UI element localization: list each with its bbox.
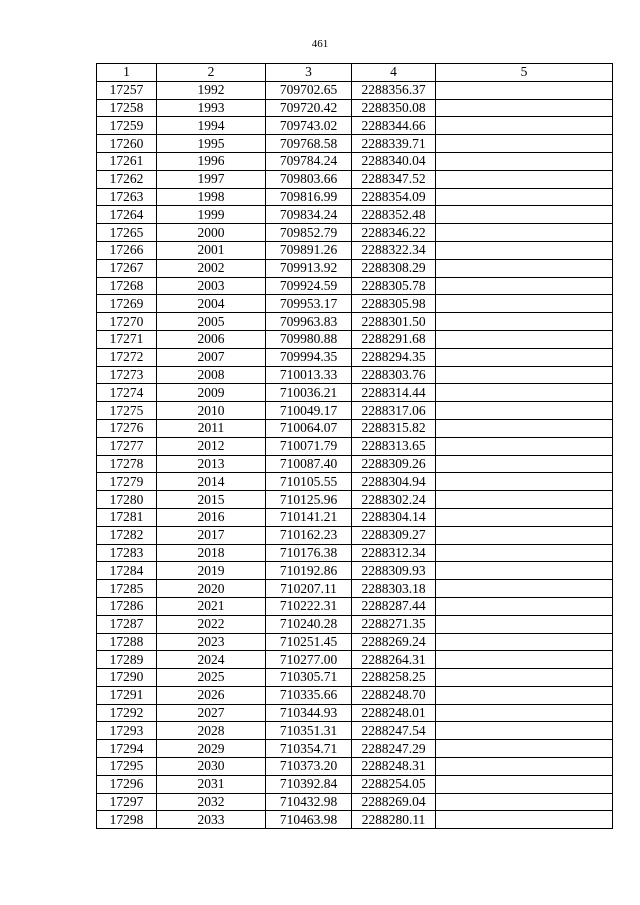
table-cell-col-1: 17266 (97, 241, 157, 259)
table-cell-col-5 (436, 633, 613, 651)
table-cell-col-4: 2288247.54 (352, 722, 436, 740)
table-cell-col-4: 2288269.24 (352, 633, 436, 651)
table-cell-col-5 (436, 224, 613, 242)
table-row (97, 811, 613, 829)
table-cell-col-4: 2288303.76 (352, 366, 436, 384)
table-row (97, 455, 613, 473)
table-cell-col-3: 710277.00 (266, 651, 352, 669)
table-cell-col-2: 2003 (157, 277, 266, 295)
table-cell-col-2: 1999 (157, 206, 266, 224)
table-row (97, 740, 613, 758)
table-row (97, 259, 613, 277)
table-cell-col-1: 17293 (97, 722, 157, 740)
table-cell-col-3: 710049.17 (266, 402, 352, 420)
table-cell-col-1: 17297 (97, 793, 157, 811)
table-row (97, 224, 613, 242)
table-row (97, 722, 613, 740)
table-cell-col-2: 1997 (157, 170, 266, 188)
table-row (97, 758, 613, 776)
table-cell-col-5 (436, 259, 613, 277)
table-cell-col-1: 17263 (97, 188, 157, 206)
table-cell-col-3: 710222.31 (266, 597, 352, 615)
table-cell-col-5 (436, 580, 613, 598)
table-cell-col-2: 2001 (157, 241, 266, 259)
table-cell-col-3: 710036.21 (266, 384, 352, 402)
table-cell-col-4: 2288303.18 (352, 580, 436, 598)
table-cell-col-3: 710392.84 (266, 775, 352, 793)
table-cell-col-1: 17290 (97, 669, 157, 687)
table-cell-col-4: 2288248.70 (352, 686, 436, 704)
table-cell-col-2: 2010 (157, 402, 266, 420)
table-cell-col-1: 17258 (97, 99, 157, 117)
column-header-4: 4 (352, 64, 436, 82)
table-cell-col-5 (436, 473, 613, 491)
column-header-5: 5 (436, 64, 613, 82)
table-cell-col-4: 2288309.26 (352, 455, 436, 473)
table-row (97, 348, 613, 366)
table-row (97, 206, 613, 224)
table-cell-col-1: 17292 (97, 704, 157, 722)
table-cell-col-5 (436, 651, 613, 669)
table-cell-col-3: 709784.24 (266, 152, 352, 170)
table-cell-col-1: 17265 (97, 224, 157, 242)
table-row (97, 473, 613, 491)
table-cell-col-2: 2015 (157, 491, 266, 509)
table-cell-col-4: 2288352.48 (352, 206, 436, 224)
table-row (97, 188, 613, 206)
table-cell-col-2: 2011 (157, 419, 266, 437)
table-cell-col-3: 709980.88 (266, 330, 352, 348)
page-number: 461 (311, 38, 329, 50)
table-row (97, 81, 613, 99)
table-row (97, 562, 613, 580)
table-cell-col-1: 17287 (97, 615, 157, 633)
table-cell-col-5 (436, 722, 613, 740)
table-cell-col-5 (436, 402, 613, 420)
table-cell-col-3: 710141.21 (266, 508, 352, 526)
table-cell-col-3: 709891.26 (266, 241, 352, 259)
table-cell-col-3: 710463.98 (266, 811, 352, 829)
table-cell-col-3: 709924.59 (266, 277, 352, 295)
table-cell-col-1: 17269 (97, 295, 157, 313)
table-cell-col-1: 17259 (97, 117, 157, 135)
table-row (97, 793, 613, 811)
table-cell-col-4: 2288315.82 (352, 419, 436, 437)
table-cell-col-3: 709816.99 (266, 188, 352, 206)
table-cell-col-3: 709803.66 (266, 170, 352, 188)
table-cell-col-5 (436, 277, 613, 295)
table-cell-col-5 (436, 419, 613, 437)
table-row (97, 366, 613, 384)
table-cell-col-4: 2288340.04 (352, 152, 436, 170)
table-cell-col-3: 709834.24 (266, 206, 352, 224)
table-cell-col-4: 2288254.05 (352, 775, 436, 793)
table-cell-col-3: 710087.40 (266, 455, 352, 473)
table-cell-col-2: 2013 (157, 455, 266, 473)
table-row (97, 686, 613, 704)
table-cell-col-4: 2288304.94 (352, 473, 436, 491)
table-cell-col-4: 2288248.01 (352, 704, 436, 722)
table-cell-col-4: 2288322.34 (352, 241, 436, 259)
table-cell-col-4: 2288287.44 (352, 597, 436, 615)
table-cell-col-4: 2288258.25 (352, 669, 436, 687)
table-cell-col-3: 710192.86 (266, 562, 352, 580)
column-header-2: 2 (157, 64, 266, 82)
table-cell-col-5 (436, 562, 613, 580)
table-cell-col-4: 2288314.44 (352, 384, 436, 402)
table-cell-col-2: 2029 (157, 740, 266, 758)
table-cell-col-2: 2022 (157, 615, 266, 633)
table-cell-col-1: 17289 (97, 651, 157, 669)
table-cell-col-2: 2009 (157, 384, 266, 402)
table-cell-col-2: 2000 (157, 224, 266, 242)
table-cell-col-1: 17274 (97, 384, 157, 402)
table-cell-col-2: 2016 (157, 508, 266, 526)
table-cell-col-1: 17275 (97, 402, 157, 420)
table-cell-col-5 (436, 775, 613, 793)
table-cell-col-3: 710162.23 (266, 526, 352, 544)
table-cell-col-4: 2288309.93 (352, 562, 436, 580)
table-cell-col-4: 2288354.09 (352, 188, 436, 206)
table-row (97, 402, 613, 420)
table-cell-col-3: 709852.79 (266, 224, 352, 242)
column-header-1: 1 (97, 64, 157, 82)
table-body (97, 81, 613, 828)
table-cell-col-3: 709720.42 (266, 99, 352, 117)
table-cell-col-5 (436, 526, 613, 544)
table-cell-col-1: 17279 (97, 473, 157, 491)
table-cell-col-3: 710305.71 (266, 669, 352, 687)
table-cell-col-1: 17284 (97, 562, 157, 580)
table-cell-col-2: 2019 (157, 562, 266, 580)
table-cell-col-5 (436, 740, 613, 758)
table-cell-col-3: 709913.92 (266, 259, 352, 277)
table-cell-col-2: 2023 (157, 633, 266, 651)
table-cell-col-5 (436, 348, 613, 366)
table-row (97, 117, 613, 135)
table-row (97, 277, 613, 295)
table-cell-col-4: 2288291.68 (352, 330, 436, 348)
table-cell-col-1: 17282 (97, 526, 157, 544)
table-cell-col-4: 2288344.66 (352, 117, 436, 135)
table-row (97, 384, 613, 402)
table-cell-col-5 (436, 615, 613, 633)
table-cell-col-2: 2012 (157, 437, 266, 455)
table-cell-col-1: 17281 (97, 508, 157, 526)
table-cell-col-1: 17276 (97, 419, 157, 437)
column-header-3: 3 (266, 64, 352, 82)
table-cell-col-2: 2027 (157, 704, 266, 722)
table-row (97, 135, 613, 153)
table-cell-col-4: 2288317.06 (352, 402, 436, 420)
table-cell-col-2: 2007 (157, 348, 266, 366)
table-cell-col-5 (436, 686, 613, 704)
table-cell-col-2: 2024 (157, 651, 266, 669)
table-cell-col-5 (436, 455, 613, 473)
table-cell-col-1: 17270 (97, 313, 157, 331)
table-cell-col-4: 2288313.65 (352, 437, 436, 455)
table-cell-col-2: 2025 (157, 669, 266, 687)
table-cell-col-3: 710351.31 (266, 722, 352, 740)
table-cell-col-2: 2002 (157, 259, 266, 277)
table-cell-col-5 (436, 491, 613, 509)
table-cell-col-1: 17280 (97, 491, 157, 509)
table-cell-col-2: 2030 (157, 758, 266, 776)
table-row (97, 775, 613, 793)
table-cell-col-3: 710207.11 (266, 580, 352, 598)
table-cell-col-1: 17288 (97, 633, 157, 651)
table-cell-col-3: 710251.45 (266, 633, 352, 651)
table-cell-col-3: 710071.79 (266, 437, 352, 455)
table-cell-col-3: 710344.93 (266, 704, 352, 722)
table-cell-col-4: 2288247.29 (352, 740, 436, 758)
table-row (97, 580, 613, 598)
table-cell-col-2: 1992 (157, 81, 266, 99)
table-cell-col-4: 2288269.04 (352, 793, 436, 811)
table-cell-col-2: 1993 (157, 99, 266, 117)
table-cell-col-1: 17261 (97, 152, 157, 170)
table-cell-col-3: 710064.07 (266, 419, 352, 437)
table-row (97, 170, 613, 188)
table-cell-col-4: 2288304.14 (352, 508, 436, 526)
table-row (97, 526, 613, 544)
table-row (97, 330, 613, 348)
table-cell-col-3: 710354.71 (266, 740, 352, 758)
table-cell-col-3: 709963.83 (266, 313, 352, 331)
table-cell-col-5 (436, 704, 613, 722)
table-cell-col-1: 17298 (97, 811, 157, 829)
table-cell-col-5 (436, 152, 613, 170)
table-row (97, 241, 613, 259)
table-cell-col-3: 710432.98 (266, 793, 352, 811)
table-cell-col-2: 1994 (157, 117, 266, 135)
table-cell-col-3: 710335.66 (266, 686, 352, 704)
table-cell-col-5 (436, 313, 613, 331)
table-cell-col-2: 1998 (157, 188, 266, 206)
table-cell-col-4: 2288346.22 (352, 224, 436, 242)
table-cell-col-5 (436, 81, 613, 99)
table-cell-col-4: 2288312.34 (352, 544, 436, 562)
table-cell-col-1: 17296 (97, 775, 157, 793)
table-cell-col-5 (436, 758, 613, 776)
table-row (97, 597, 613, 615)
table-cell-col-5 (436, 437, 613, 455)
table-cell-col-3: 710176.38 (266, 544, 352, 562)
table-cell-col-5 (436, 188, 613, 206)
table-cell-col-4: 2288339.71 (352, 135, 436, 153)
table-row (97, 544, 613, 562)
table-cell-col-4: 2288280.11 (352, 811, 436, 829)
table-row (97, 704, 613, 722)
table-cell-col-1: 17285 (97, 580, 157, 598)
table-cell-col-5 (436, 135, 613, 153)
table-cell-col-4: 2288305.78 (352, 277, 436, 295)
table-row (97, 615, 613, 633)
table-cell-col-3: 709768.58 (266, 135, 352, 153)
table-cell-col-5 (436, 508, 613, 526)
table-row (97, 313, 613, 331)
table-cell-col-2: 1995 (157, 135, 266, 153)
table-cell-col-2: 2018 (157, 544, 266, 562)
table-cell-col-2: 2004 (157, 295, 266, 313)
table-cell-col-5 (436, 241, 613, 259)
table-cell-col-4: 2288301.50 (352, 313, 436, 331)
table-cell-col-4: 2288271.35 (352, 615, 436, 633)
table-cell-col-1: 17267 (97, 259, 157, 277)
table-row (97, 651, 613, 669)
table-cell-col-2: 2020 (157, 580, 266, 598)
table-cell-col-3: 710013.33 (266, 366, 352, 384)
table-cell-col-1: 17283 (97, 544, 157, 562)
table-row (97, 419, 613, 437)
table-row (97, 437, 613, 455)
table-cell-col-2: 2021 (157, 597, 266, 615)
table-cell-col-3: 709953.17 (266, 295, 352, 313)
table-cell-col-5 (436, 117, 613, 135)
table-cell-col-5 (436, 811, 613, 829)
table-row (97, 99, 613, 117)
table-cell-col-1: 17268 (97, 277, 157, 295)
table-cell-col-2: 1996 (157, 152, 266, 170)
table-cell-col-3: 710125.96 (266, 491, 352, 509)
table-row (97, 152, 613, 170)
table-cell-col-3: 710373.20 (266, 758, 352, 776)
table-row (97, 295, 613, 313)
table-cell-col-2: 2032 (157, 793, 266, 811)
table-cell-col-3: 709702.65 (266, 81, 352, 99)
table-cell-col-5 (436, 170, 613, 188)
table-cell-col-1: 17286 (97, 597, 157, 615)
table-row (97, 491, 613, 509)
table-cell-col-4: 2288302.24 (352, 491, 436, 509)
table-cell-col-4: 2288350.08 (352, 99, 436, 117)
table-cell-col-1: 17264 (97, 206, 157, 224)
table-cell-col-1: 17262 (97, 170, 157, 188)
table-cell-col-5 (436, 793, 613, 811)
table-cell-col-5 (436, 295, 613, 313)
table-cell-col-2: 2026 (157, 686, 266, 704)
table-cell-col-4: 2288305.98 (352, 295, 436, 313)
table-cell-col-1: 17271 (97, 330, 157, 348)
table-cell-col-4: 2288356.37 (352, 81, 436, 99)
table-cell-col-3: 709994.35 (266, 348, 352, 366)
table-cell-col-5 (436, 330, 613, 348)
table-cell-col-1: 17257 (97, 81, 157, 99)
table-cell-col-5 (436, 384, 613, 402)
table-cell-col-2: 2017 (157, 526, 266, 544)
table-cell-col-2: 2008 (157, 366, 266, 384)
table-cell-col-5 (436, 366, 613, 384)
table-row (97, 633, 613, 651)
table-cell-col-2: 2006 (157, 330, 266, 348)
coordinates-table (96, 63, 613, 829)
table-cell-col-5 (436, 597, 613, 615)
table-cell-col-5 (436, 99, 613, 117)
table-cell-col-5 (436, 669, 613, 687)
table-cell-col-1: 17294 (97, 740, 157, 758)
table-cell-col-2: 2028 (157, 722, 266, 740)
table-cell-col-1: 17260 (97, 135, 157, 153)
table-cell-col-1: 17277 (97, 437, 157, 455)
table-cell-col-4: 2288248.31 (352, 758, 436, 776)
table-cell-col-4: 2288294.35 (352, 348, 436, 366)
table-cell-col-4: 2288309.27 (352, 526, 436, 544)
table-row (97, 508, 613, 526)
table-cell-col-1: 17273 (97, 366, 157, 384)
table-cell-col-1: 17272 (97, 348, 157, 366)
table-cell-col-4: 2288264.31 (352, 651, 436, 669)
table-cell-col-2: 2031 (157, 775, 266, 793)
table-cell-col-2: 2033 (157, 811, 266, 829)
table-cell-col-2: 2014 (157, 473, 266, 491)
header-row (97, 64, 613, 82)
table-cell-col-5 (436, 206, 613, 224)
table-cell-col-4: 2288308.29 (352, 259, 436, 277)
table-cell-col-2: 2005 (157, 313, 266, 331)
table-cell-col-5 (436, 544, 613, 562)
table-cell-col-4: 2288347.52 (352, 170, 436, 188)
table-cell-col-1: 17278 (97, 455, 157, 473)
table-cell-col-1: 17291 (97, 686, 157, 704)
table-cell-col-1: 17295 (97, 758, 157, 776)
table-cell-col-3: 710105.55 (266, 473, 352, 491)
table-row (97, 669, 613, 687)
table-cell-col-3: 709743.02 (266, 117, 352, 135)
table-cell-col-3: 710240.28 (266, 615, 352, 633)
